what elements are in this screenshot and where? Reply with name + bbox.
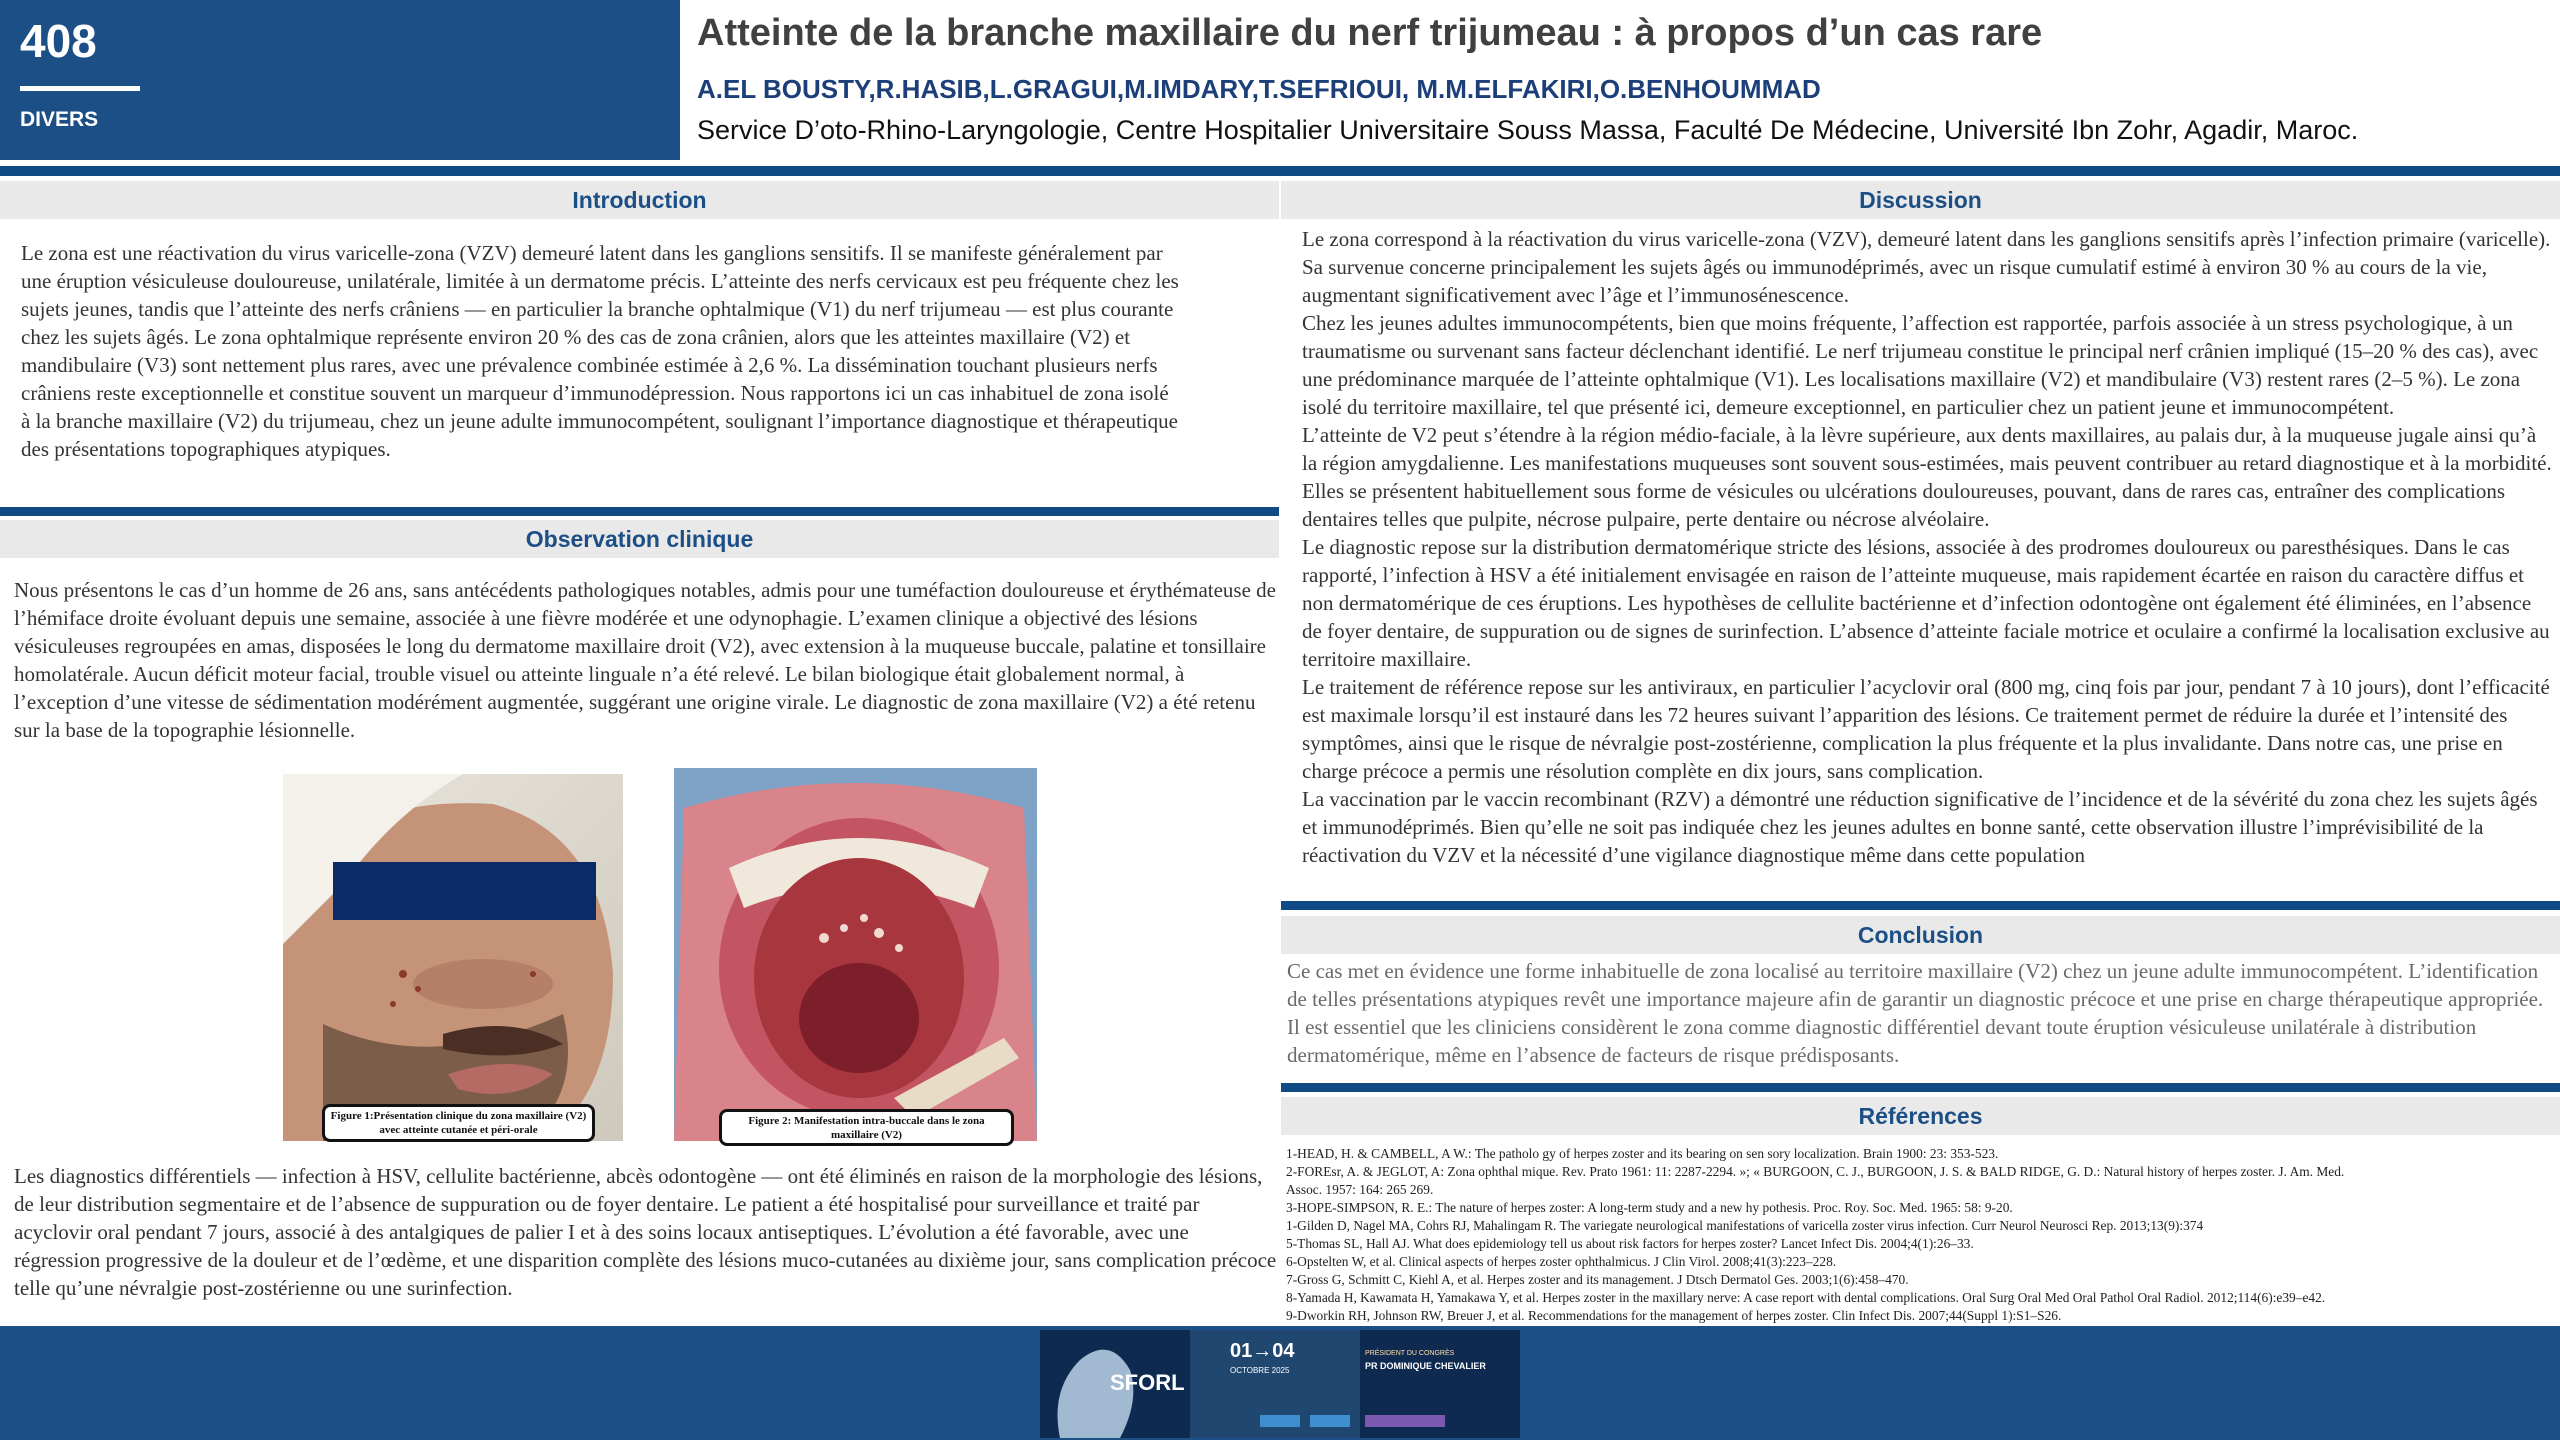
congress-banner	[1040, 1330, 1520, 1438]
congress-month: OCTOBRE 2025	[1230, 1366, 1290, 1375]
congress-dates: 01→04	[1230, 1340, 1295, 1362]
reference-item: 2-FOREsr, A. & JEGLOT, A: Zona ophthal mique. Rev. Prato 1961: 11: 2287-2294. »; « BURGOON, C. J., BURGOON, J. S. & BALD RIDGE, G. D.: Natural history of herpes zoster. J. Am. Med.	[1286, 1164, 2345, 1179]
reference-item: 8-Yamada H, Kawamata H, Yamakawa Y, et al. Herpes zoster in the maxillary nerve: A case report with dental complications. Oral Surg Oral Med Oral Pathol Oral Radiol. 2012;114(6):e39–e42.	[1286, 1290, 2326, 1305]
reference-item: 5-Thomas SL, Hall AJ. What does epidemiology tell us about risk factors for herpes zoster? Lancet Infect Dis. 2004;4(1):26–33.	[1286, 1236, 1974, 1251]
introduction-text: Le zona est une réactivation du virus varicelle-zona (VZV) demeuré latent dans les ganglions sensitifs. Il se manifeste généralement par une éruption vésiculeuse douloureuse, unilatérale, limitée à un dermatome précis. L’atteinte des nerfs cervicaux est peu fréquente chez les sujets jeunes, tandis que l’atteinte des nerfs crâniens — en particulier la branche ophtalmique (V1) du nerf trijumeau — est plus courante chez les sujets âgés. Le zona ophtalmique représente environ 20 % des cas de zona crânien, alors que les atteintes maxillaire (V2) et mandibulaire (V3) sont nettement plus rares, avec une prévalence combinée estimée à 2,6 %. La dissémination touchant plusieurs nerfs crâniens reste exceptionnelle et constitue souvent un marqueur d’immunodépression. Nous rapportons ici un cas inhabituel de zona isolé à la branche maxillaire (V2) du trijumeau, chez un jeune adulte immunocompétent, soulignant l’importance diagnostique et thérapeutique des présentations topographiques atypiques.	[21, 241, 1179, 461]
discussion-text	[1302, 225, 2552, 869]
figure-2-photo	[674, 768, 1037, 1141]
reference-item: Assoc. 1957: 164: 265 269.	[1286, 1182, 1434, 1197]
sforl-logo: SFORL	[1110, 1370, 1185, 1395]
poster-authors: A.EL BOUSTY,R.HASIB,L.GRAGUI,M.IMDARY,T.SEFRIOUI, M.M.ELFAKIRI,O.BENHOUMMAD	[697, 74, 1821, 104]
reference-item: 9-Dworkin RH, Johnson RW, Breuer J, et al. Recommendations for the management of herpes zoster. Clin Infect Dis. 2007;44(Suppl 1):S1–S26.	[1286, 1308, 2062, 1323]
figure-2-caption: Figure 2: Manifestation intra-buccale dans le zona maxillaire (V2)	[719, 1109, 1014, 1146]
observation-heading: Observation clinique	[0, 520, 1279, 558]
discussion-paragraph: Le diagnostic repose sur la distribution dermatomérique stricte des lésions, associée à des prodromes douloureux ou paresthésiques. Dans le cas rapporté, l’infection à HSV a été initialement envisagée en raison de l’atteinte muqueuse, mais rapidement écartée en raison du caractère diffus et non dermatomérique de ces éruptions. Les hypothèses de cellulite bactérienne et d’infection odontogène ont également été éliminées, en l’absence de foyer dentaire, de suppuration ou de signes de surinfection. L’absence d’atteinte faciale motrice et oculaire a confirmé la localisation exclusive au territoire maxillaire.	[1302, 535, 2550, 671]
figure-1-photo	[283, 774, 623, 1141]
figure-1-caption: Figure 1:Présentation clinique du zona maxillaire (V2) avec atteinte cutanée et péri-orale	[322, 1104, 595, 1142]
observation-text-1: Nous présentons le cas d’un homme de 26 ans, sans antécédents pathologiques notables, admis pour une tuméfaction douloureuse et érythémateuse de l’hémiface droite évoluant depuis une semaine, associée à une fièvre modérée et une odynophagie. L’examen clinique a objectivé des lésions vésiculeuses regroupées en amas, disposées le long du dermatome maxillaire droit (V2), avec extension à la muqueuse buccale, palatine et tonsillaire homolatérale. Aucun déficit moteur facial, trouble visuel ou atteinte linguale n’a été relevé. Le bilan biologique était globalement normal, à l’exception d’une vitesse de sédimentation modérément augmentée, suggérant une origine virale. Le diagnostic de zona maxillaire (V2) a été retenu sur la base de la topographie lésionnelle.	[14, 578, 1276, 742]
poster-category: DIVERS	[20, 108, 99, 131]
reference-item: 7-Gross G, Schmitt C, Kiehl A, et al. Herpes zoster and its management. J Dtsch Dermatol Ges. 2003;1(6):458–470.	[1286, 1272, 1909, 1287]
president-name: PR DOMINIQUE CHEVALIER	[1365, 1361, 1486, 1371]
section-rule	[1281, 1083, 2560, 1092]
reference-item: 6-Opstelten W, et al. Clinical aspects of herpes zoster ophthalmicus. J Clin Virol. 2008;41(3):223–228.	[1286, 1254, 1837, 1269]
section-rule	[0, 507, 1279, 516]
poster-number: 408	[20, 15, 97, 67]
observation-text-2: Les diagnostics différentiels — infection à HSV, cellulite bactérienne, abcès odontogène — ont été éliminés en raison de la morphologie des lésions, de leur distribution segmentaire et de l’absence de suppuration ou de foyer dentaire. Le patient a été hospitalisé pour surveillance et traité par acyclovir oral pendant 7 jours, associé à des antalgiques de palier I et à des soins locaux antiseptiques. L’évolution a été favorable, avec une régression progressive de la douleur et de l’œdème, et une disparition complète des lésions muco-cutanées au dixième jour, sans complication précoce telle qu’une névralgie post-zostérienne ou une surinfection.	[14, 1164, 1277, 1300]
section-rule	[1281, 901, 2560, 910]
discussion-paragraph: Chez les jeunes adultes immunocompétents, bien que moins fréquente, l’affection est rapportée, parfois associée à un stress psychologique, à un traumatisme ou survenant sans facteur déclenchant identifié. Le nerf trijumeau constitue le principal nerf crânien impliqué (15–20 % des cas), avec une prédominance marquée de l’atteinte ophtalmique (V1). Les localisations maxillaire (V2) et mandibulaire (V3) restent rares (2–5 %). Le zona isolé du territoire maxillaire, tel que présenté ici, demeure exceptionnel, en particulier chez un patient jeune et immunocompétent.	[1302, 311, 2539, 419]
header-divider	[20, 86, 140, 91]
figure-2-image	[674, 768, 1037, 1141]
conclusion-heading: Conclusion	[1281, 916, 2560, 954]
discussion-heading: Discussion	[1281, 181, 2560, 219]
conclusion-text: Ce cas met en évidence une forme inhabituelle de zona localisé au territoire maxillaire (V2) chez un jeune adulte immunocompétent. L’identification de telles présentations atypiques revêt une importance majeure afin de garantir un diagnostic précoce et une prise en charge thérapeutique appropriée. Il est essentiel que les cliniciens considèrent le zona comme diagnostic différentiel devant toute éruption vésiculeuse unilatérale à distribution dermatomérique, même en l’absence de facteurs de risque prédisposants.	[1287, 959, 2544, 1067]
references-list	[1286, 1145, 2536, 1325]
figure-1-image	[283, 774, 623, 1141]
president-label: PRÉSIDENT DU CONGRÈS	[1365, 1350, 1455, 1357]
poster-affiliation: Service D’oto-Rhino-Laryngologie, Centre Hospitalier Universitaire Souss Massa, Faculté De Médecine, Université Ibn Zohr, Agadir, Maroc.	[697, 115, 2359, 145]
poster-title: Atteinte de la branche maxillaire du nerf trijumeau : à propos d’un cas rare	[697, 12, 2043, 54]
header-badge	[0, 0, 680, 160]
discussion-paragraph: Le traitement de référence repose sur les antiviraux, en particulier l’acyclovir oral (800 mg, cinq fois par jour, pendant 7 à 10 jours), dont l’efficacité est maximale lorsqu’il est instauré dans les 72 heures suivant l’apparition des lésions. Ce traitement permet de réduire la durée et l’intensité des symptômes, ainsi que le risque de névralgie post-zostérienne, complication la plus fréquente et la plus invalidante. Dans notre cas, une prise en charge précoce a permis une résolution complète en dix jours, sans complication.	[1302, 675, 2550, 783]
introduction-heading: Introduction	[0, 181, 1279, 219]
header-rule	[0, 166, 2560, 176]
reference-item: 3-HOPE-SIMPSON, R. E.: The nature of herpes zoster: A long-term study and a new hy pothesis. Proc. Roy. Soc. Med. 1965: 58: 9-20.	[1286, 1200, 2013, 1215]
discussion-paragraph: Le zona correspond à la réactivation du virus varicelle-zona (VZV), demeuré latent dans les ganglions sensitifs après l’infection primaire (varicelle). Sa survenue concerne principalement les sujets âgés ou immunodéprimés, avec un risque cumulatif estimé à environ 30 % au cours de la vie, augmentant significativement avec l’âge et l’immunosénescence.	[1302, 227, 2551, 307]
anonymization-bar	[333, 862, 596, 920]
discussion-paragraph: L’atteinte de V2 peut s’étendre à la région médio-faciale, à la lèvre supérieure, aux dents maxillaires, au palais dur, à la muqueuse jugale ainsi qu’à la région amygdalienne. Les manifestations muqueuses sont souvent sous-estimées, mais peuvent contribuer au retard diagnostique et à la morbidité. Elles se présentent habituellement sous forme de vésicules ou ulcérations douloureuses, pouvant, dans de rares cas, entraîner des complications dentaires telles que pulpite, nécrose pulpaire, perte dentaire ou nécrose alvéolaire.	[1302, 423, 2552, 531]
discussion-paragraph: La vaccination par le vaccin recombinant (RZV) a démontré une réduction significative de l’incidence et de la sévérité du zona chez les sujets âgés et immunodéprimés. Bien qu’elle ne soit pas indiquée chez les jeunes adultes en bonne santé, cette observation illustre l’imprévisibilité de la réactivation du VZV et la nécessité d’une vigilance diagnostique même dans cette population	[1302, 787, 2538, 867]
reference-item: 1-HEAD, H. & CAMBELL, A W.: The patholo gy of herpes zoster and its bearing on sen sory localization. Brain 1900: 23: 353-523.	[1286, 1146, 1999, 1161]
references-heading: Références	[1281, 1097, 2560, 1135]
reference-item: 1-Gilden D, Nagel MA, Cohrs RJ, Mahalingam R. The variegate neurological manifestations of varicella zoster virus infection. Curr Neurol Neurosci Rep. 2013;13(9):374	[1286, 1218, 2204, 1233]
